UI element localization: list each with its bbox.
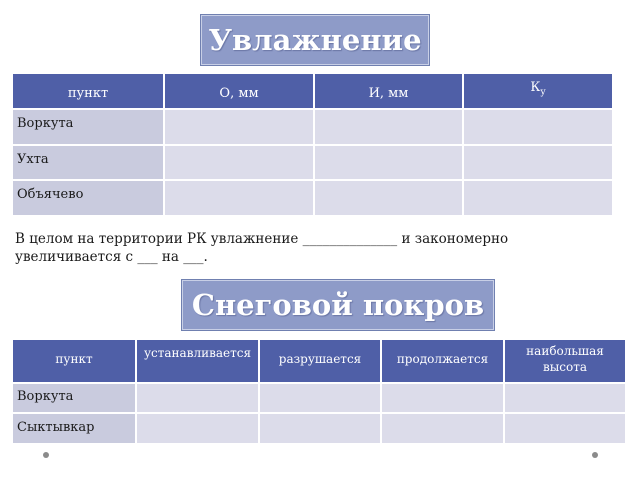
row-label: Воркута	[12, 383, 136, 413]
slide-dot-right	[592, 452, 598, 458]
header-established: устанавливается	[136, 339, 259, 383]
table-cell[interactable]	[381, 413, 504, 444]
table-cell[interactable]	[164, 109, 314, 145]
table-row	[12, 383, 626, 413]
table-cell[interactable]	[463, 180, 613, 216]
table-cell[interactable]	[164, 180, 314, 216]
table-cell[interactable]	[164, 145, 314, 180]
description-line-2: увеличивается с ___ на ___.	[15, 249, 208, 265]
description-line-1: В целом на территории РК увлажнение ______________ и закономерно	[15, 231, 509, 247]
table-cell[interactable]	[504, 383, 626, 413]
table-cell[interactable]	[314, 145, 463, 180]
table-header-row	[12, 339, 626, 383]
header-o-mm: О, мм	[164, 73, 314, 109]
table-cell[interactable]	[504, 413, 626, 444]
table-row	[12, 413, 626, 444]
table-cell[interactable]	[314, 109, 463, 145]
humidity-table	[11, 72, 614, 217]
table-cell[interactable]	[136, 413, 259, 444]
row-label: Объячево	[12, 180, 164, 216]
snow-cover-title: Снеговой покров	[181, 279, 495, 331]
table-cell[interactable]	[381, 383, 504, 413]
table-cell[interactable]	[259, 383, 381, 413]
table-row	[12, 180, 613, 216]
table-row	[12, 145, 613, 180]
row-label: Сыктывкар	[12, 413, 136, 444]
table-cell[interactable]	[314, 180, 463, 216]
header-place: пункт	[12, 339, 136, 383]
table-row	[12, 109, 613, 145]
header-place: пункт	[12, 73, 164, 109]
header-destroyed: разрушается	[259, 339, 381, 383]
table-cell[interactable]	[463, 145, 613, 180]
header-k: $К_у$	[463, 73, 613, 109]
table-cell[interactable]	[136, 383, 259, 413]
table-cell[interactable]	[463, 109, 613, 145]
humidity-description	[15, 230, 615, 266]
slide-dot-left	[43, 452, 49, 458]
row-label: Воркута	[12, 109, 164, 145]
humidity-title: Увлажнение	[200, 14, 430, 66]
header-lasts: продолжается	[381, 339, 504, 383]
header-max-height: наибольшая высота	[504, 339, 626, 383]
table-cell[interactable]	[259, 413, 381, 444]
snow-cover-table	[11, 338, 627, 445]
header-i-mm: И, мм	[314, 73, 463, 109]
table-header-row	[12, 73, 613, 109]
row-label: Ухта	[12, 145, 164, 180]
